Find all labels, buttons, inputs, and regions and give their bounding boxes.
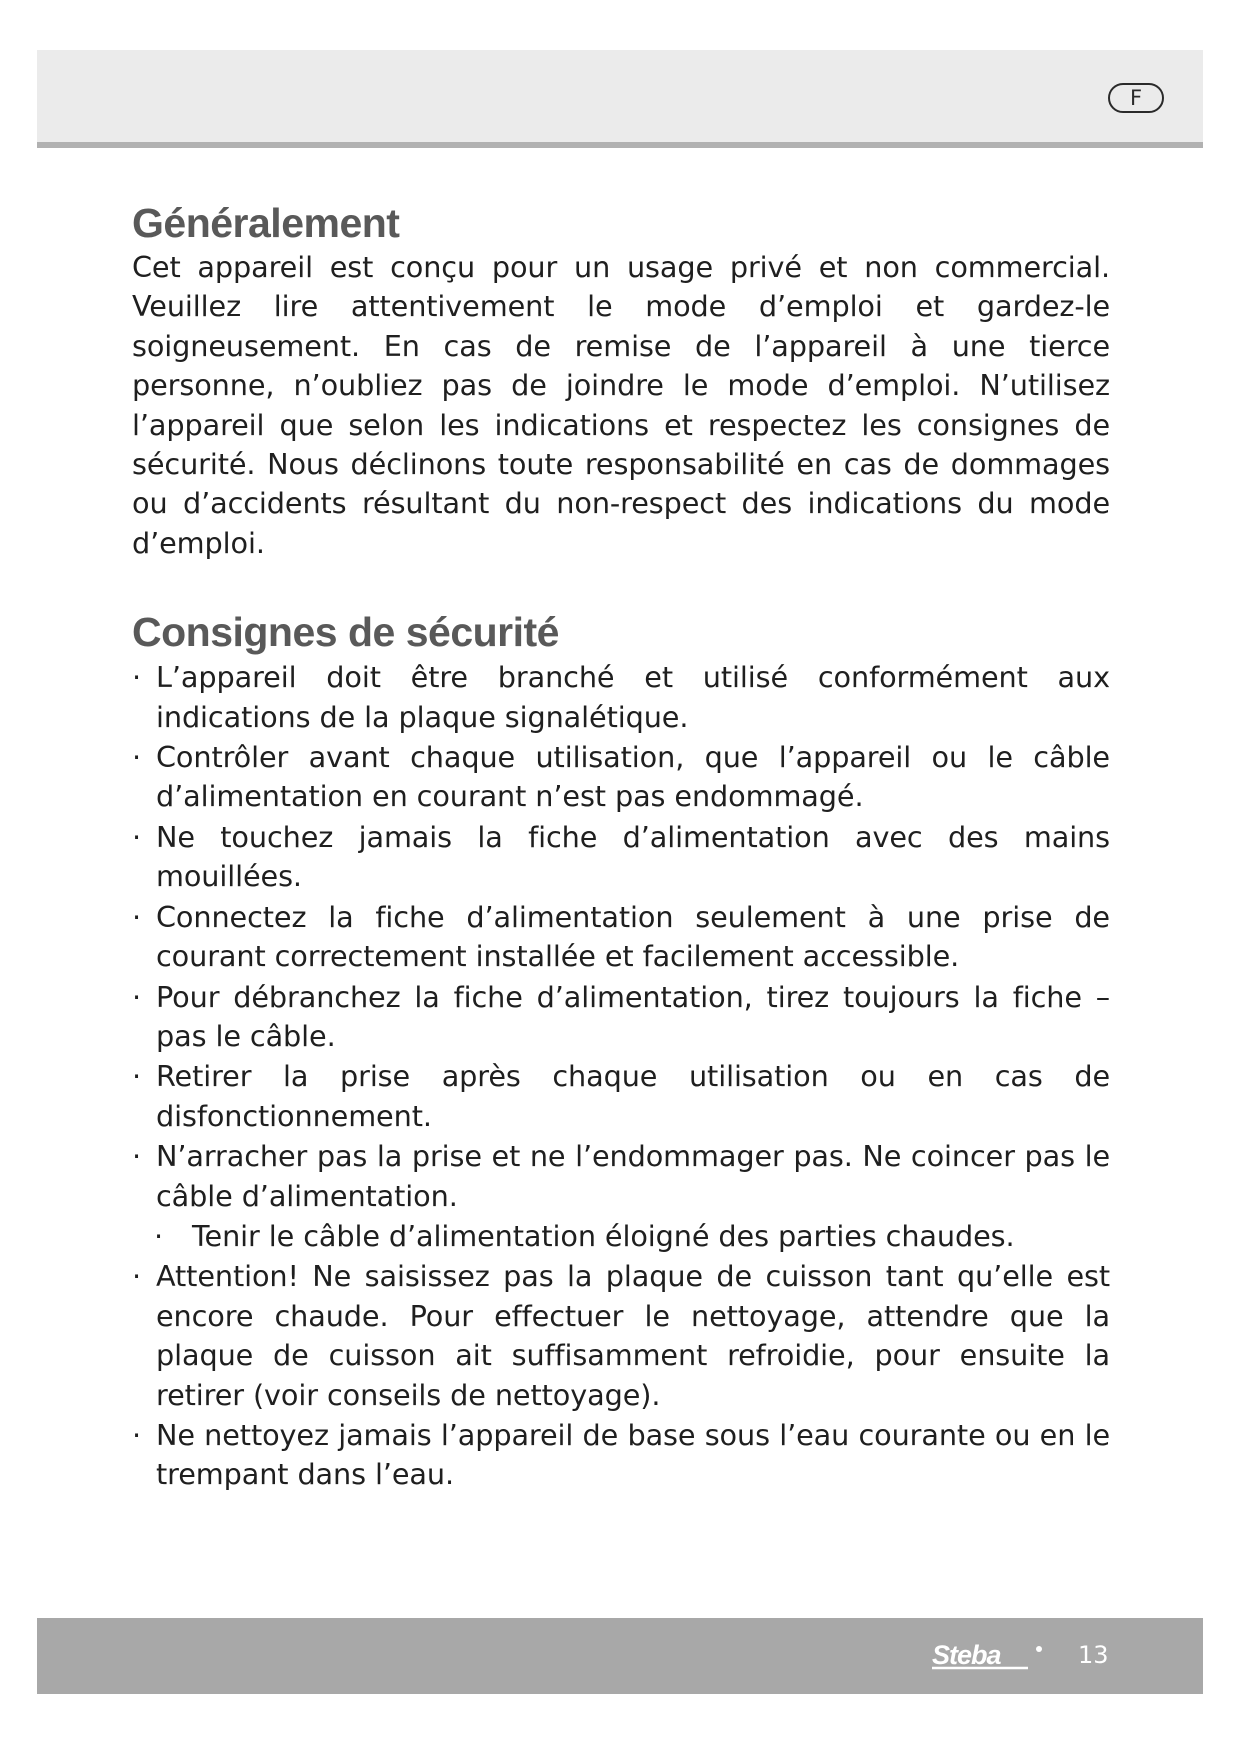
list-item-text: Ne touchez jamais la fiche d’alimentation avec des mains mouillées. <box>156 819 1110 894</box>
brand-logo-dot <box>1036 1646 1042 1652</box>
bullet-icon: · <box>154 1218 164 1253</box>
bullet-icon: · <box>132 899 142 934</box>
list-item-text: Connectez la fiche d’alimentation seulement à une prise de courant correctement installée et facilement accessible. <box>156 899 1110 974</box>
list-item <box>132 658 1110 737</box>
bullet-icon: · <box>132 660 142 695</box>
bullet-icon: · <box>132 1259 142 1294</box>
section-title-general: Généralement <box>132 200 400 246</box>
list-item-text: Contrôler avant chaque utilisation, que l’appareil ou le câble d’alimentation en courant n’est pas endommagé. <box>156 740 1110 814</box>
list-item-text: Attention! Ne saisissez pas la plaque de cuisson tant qu’elle est encore chaude. Pour effectuer le nettoyage, attendre que la plaque de cuisson ait suffisamment refroidie, pour ensuite la retirer (voir conseils de nettoyage). <box>156 1259 1110 1412</box>
list-item <box>132 978 1110 1057</box>
list-item <box>132 1416 1110 1495</box>
bullet-icon: · <box>132 1139 142 1174</box>
general-paragraph: Cet appareil est conçu pour un usage privé et non commercial. Veuillez lire attentivement le mode d’emploi et gardez-le soigneusement. En cas de remise de l’appareil à une tierce personne, n’oubliez pas de joindre le mode d’emploi. N’utilisez l’appareil que selon les indications et respectez les consignes de sécurité. Nous déclinons toute responsabilité en cas de dommages ou d’accidents résultant du non-respect des indications du mode d’emploi. <box>132 250 1110 560</box>
list-item <box>132 1137 1110 1216</box>
language-badge: F <box>1108 83 1164 113</box>
list-item <box>132 898 1110 977</box>
page-number: 13 <box>1078 1641 1109 1669</box>
section-title-safety: Consignes de sécurité <box>132 609 559 656</box>
list-item-text: Tenir le câble d’alimentation éloigné des parties chaudes. <box>192 1218 1015 1253</box>
bullet-icon: · <box>132 1417 142 1452</box>
list-item-text: L’appareil doit être branché et utilisé conformément aux indications de la plaque signalétique. <box>156 660 1110 734</box>
list-item <box>132 818 1110 897</box>
brand-logo <box>928 1637 1046 1675</box>
page-content <box>132 198 1110 1496</box>
brand-logo-wordmark: Steba <box>932 1640 1001 1670</box>
bullet-icon: · <box>132 740 142 775</box>
list-item <box>132 1057 1110 1136</box>
bullet-icon: · <box>132 979 142 1014</box>
list-item-text: Ne nettoyez jamais l’appareil de base sous l’eau courante ou en le trempant dans l’eau. <box>156 1417 1110 1492</box>
list-item <box>132 1257 1110 1415</box>
bullet-icon: · <box>132 1059 142 1094</box>
list-item-text: Pour débranchez la fiche d’alimentation, tirez toujours la fiche – pas le câble. <box>156 979 1110 1053</box>
safety-list <box>132 658 1110 1495</box>
header-band <box>37 50 1203 148</box>
list-item <box>132 738 1110 817</box>
list-item-text: Retirer la prise après chaque utilisation ou en cas de disfonctionnement. <box>156 1059 1110 1133</box>
list-item-text: N’arracher pas la prise et ne l’endommager pas. Ne coincer pas le câble d’alimentation. <box>156 1139 1110 1213</box>
list-item <box>132 1217 1110 1256</box>
bullet-icon: · <box>132 819 142 854</box>
